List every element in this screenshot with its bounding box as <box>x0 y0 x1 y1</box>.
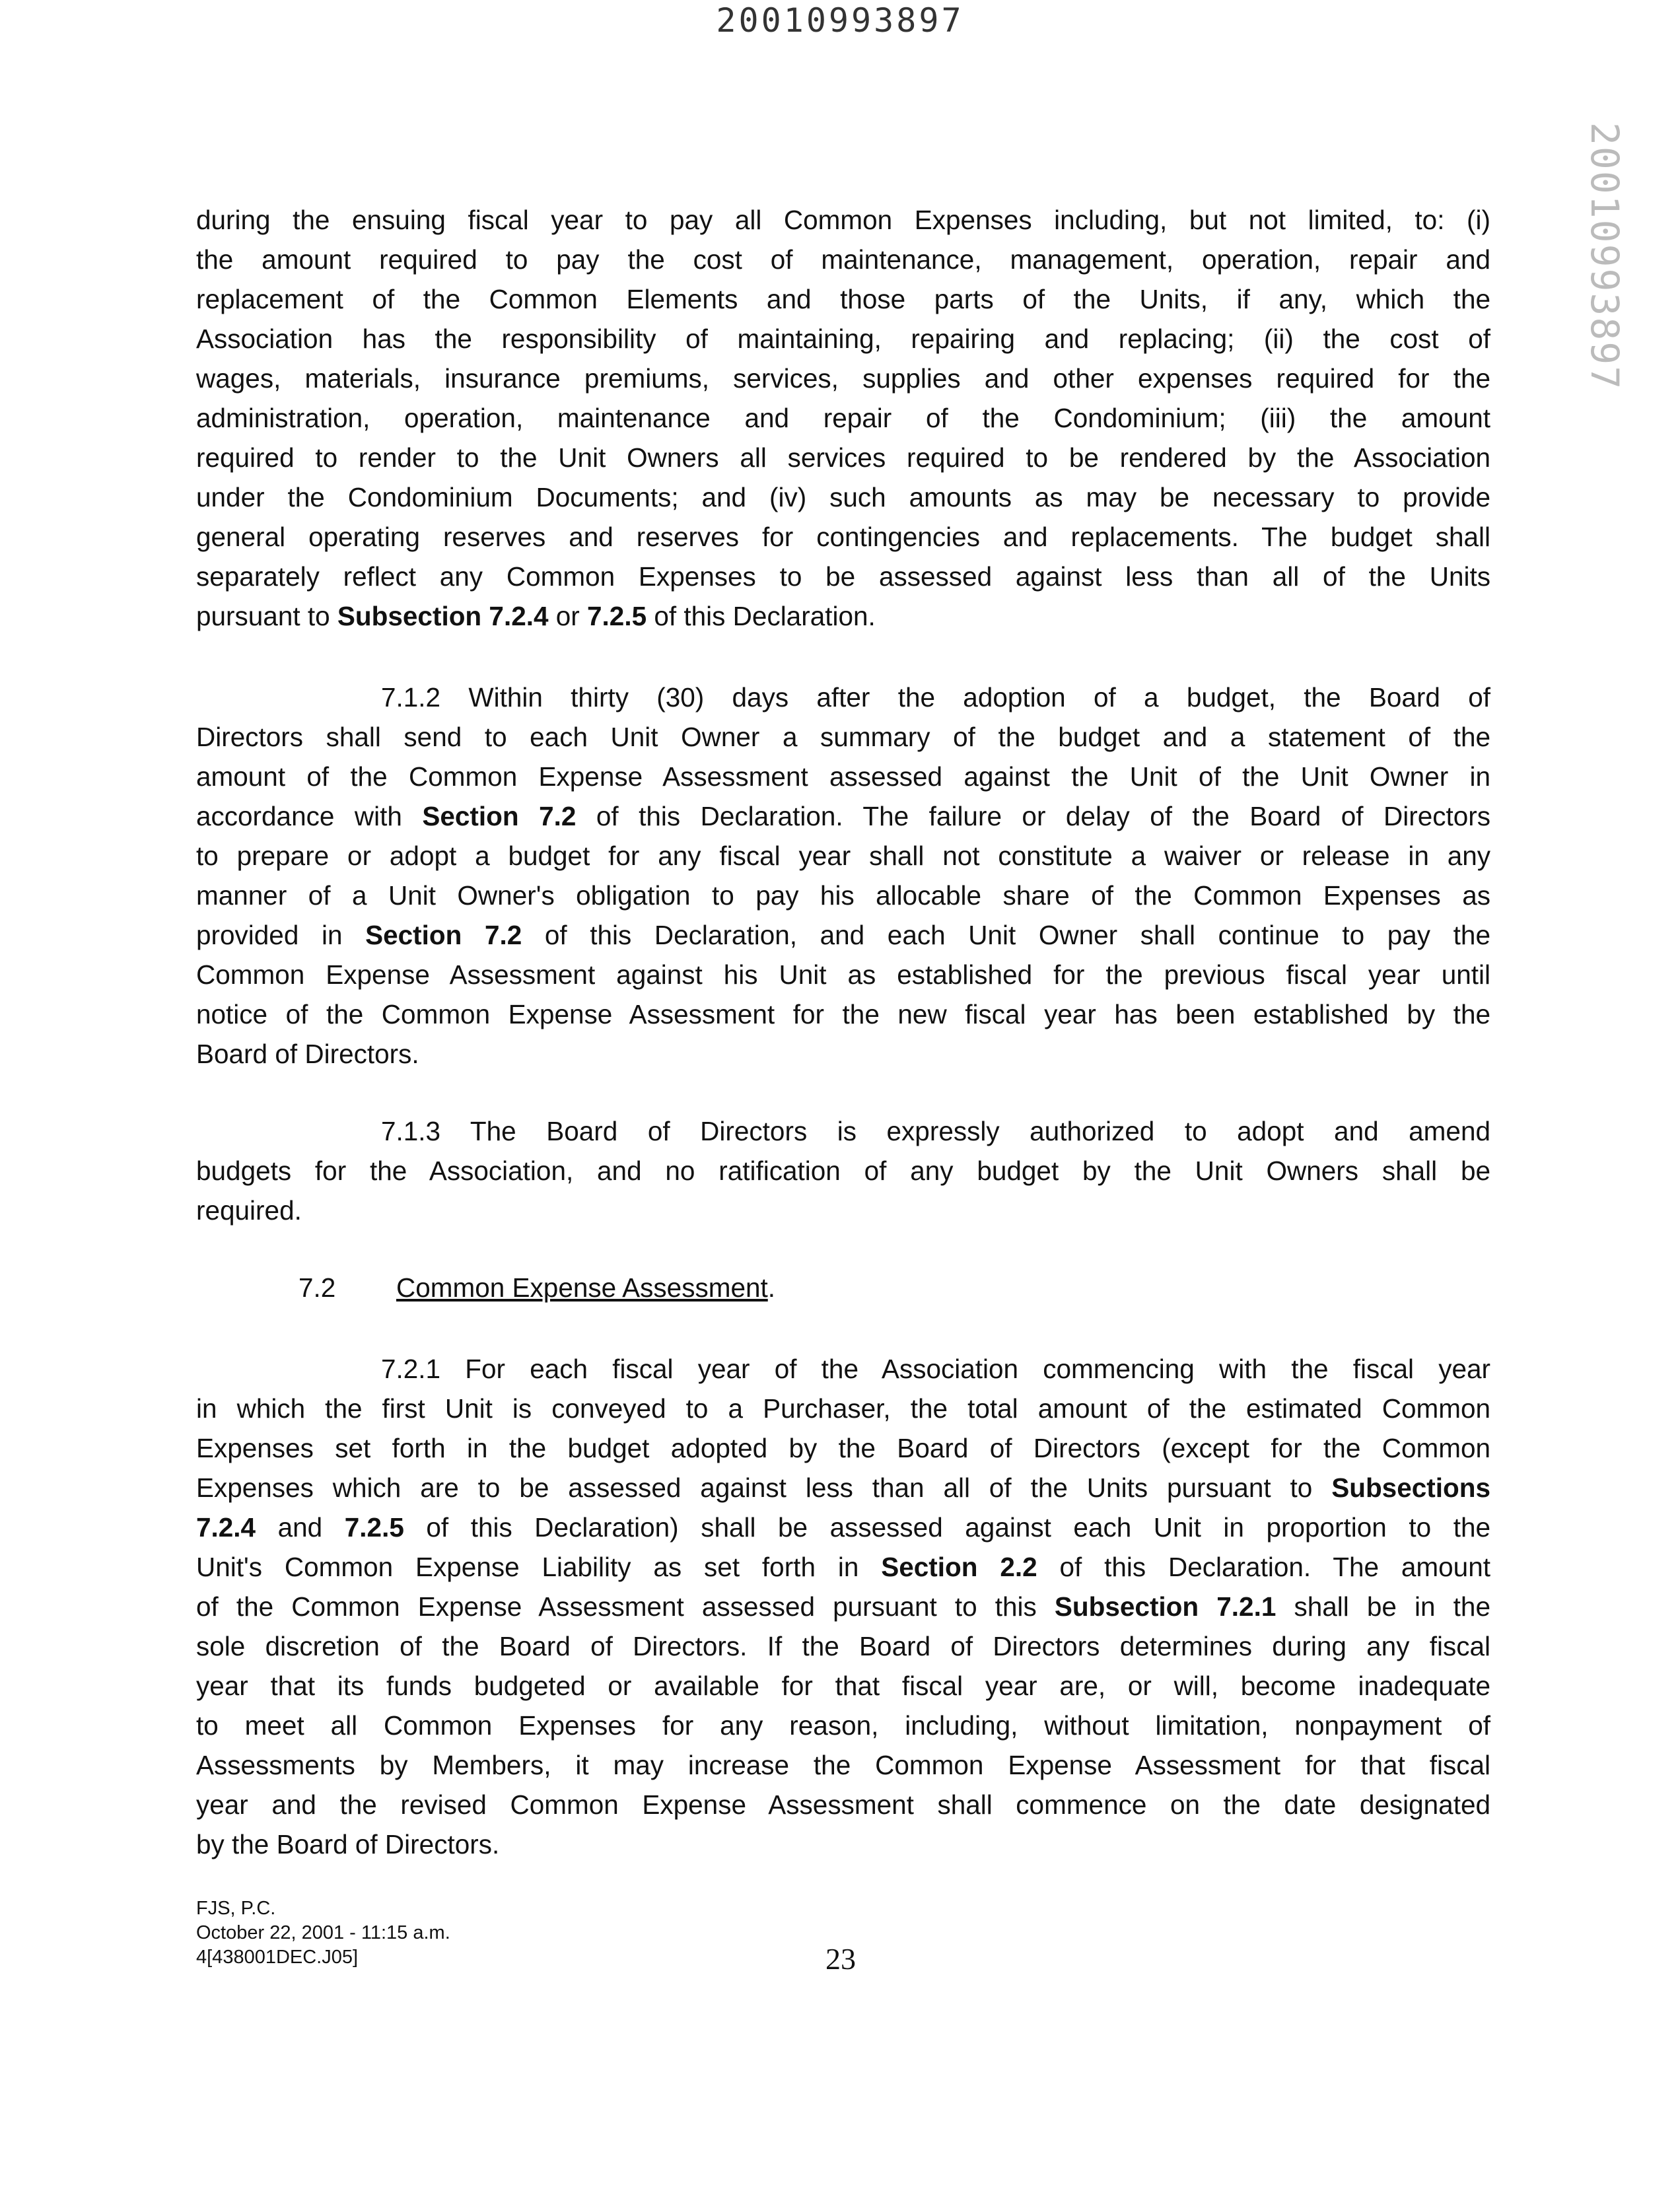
text-segment: during the ensuing fiscal year to pay all Common Expenses including, but not limited, to: (i) <box>196 205 1490 235</box>
bold-reference: Subsection 7.2.4 <box>337 601 549 631</box>
text-segment: Unit's Common Expense Liability as set forth in <box>196 1552 882 1582</box>
text-segment: year and the revised Common Expense Assessment shall commence on the date designated <box>196 1789 1490 1820</box>
text-line <box>196 517 1490 557</box>
text-segment: shall be in the <box>1276 1591 1490 1622</box>
bold-reference: Section 7.2 <box>422 801 577 831</box>
section-title-period: . <box>767 1272 776 1303</box>
text-segment: under the Condominium Documents; and (iv) such amounts as may be necessary to provide <box>196 482 1490 512</box>
text-line <box>196 1745 1490 1785</box>
text-segment: pursuant to <box>196 601 337 631</box>
text-segment: to prepare or adopt a budget for any fiscal year shall not constitute a waiver or release in any <box>196 841 1490 871</box>
bold-reference: Section 2.2 <box>881 1552 1037 1582</box>
text-line <box>196 1389 1490 1428</box>
text-line <box>196 1191 1490 1230</box>
text-line <box>196 955 1490 994</box>
text-segment: the amount required to pay the cost of maintenance, management, operation, repair and <box>196 244 1490 275</box>
text-line <box>196 200 1490 240</box>
text-line <box>196 757 1490 796</box>
text-line <box>196 796 1490 836</box>
footer-info <box>196 1896 450 1970</box>
text-segment: notice of the Common Expense Assessment for the new fiscal year has been established by the <box>196 999 1490 1029</box>
text-line <box>196 1034 1490 1074</box>
text-segment: replacement of the Common Elements and those parts of the Units, if any, which the <box>196 284 1490 314</box>
text-segment: year that its funds budgeted or available for that fiscal year are, or will, become inadequate <box>196 1671 1490 1701</box>
text-segment: 7.2.1 For each fiscal year of the Association commencing with the fiscal year <box>381 1354 1490 1384</box>
footer-date: October 22, 2001 - 11:15 a.m. <box>196 1922 450 1943</box>
paragraph-7-2-1 <box>196 1349 1490 1864</box>
text-line <box>196 1785 1490 1824</box>
text-segment: to meet all Common Expenses for any reason, including, without limitation, nonpayment of <box>196 1710 1490 1741</box>
text-line <box>196 359 1490 398</box>
text-line <box>196 1468 1490 1508</box>
text-segment: of this Declaration. The failure or delay of the Board of Directors <box>576 801 1490 831</box>
text-line <box>196 596 1490 636</box>
text-line <box>196 1587 1490 1626</box>
text-line <box>196 438 1490 477</box>
text-segment: provided in <box>196 920 366 950</box>
text-line <box>196 1151 1490 1191</box>
text-segment: budgets for the Association, and no ratification of any budget by the Unit Owners shall be <box>196 1156 1490 1186</box>
text-segment: Board of Directors. <box>196 1039 419 1069</box>
text-segment: 7.1.3 The Board of Directors is expressly authorized to adopt and amend <box>381 1116 1490 1146</box>
text-line <box>196 915 1490 955</box>
text-line <box>196 717 1490 757</box>
text-segment: wages, materials, insurance premiums, services, supplies and other expenses required for the <box>196 363 1490 394</box>
text-segment: sole discretion of the Board of Directors. If the Board of Directors determines during any fiscal <box>196 1631 1490 1661</box>
text-segment: accordance with <box>196 801 423 831</box>
text-line <box>196 994 1490 1034</box>
paragraph-7-1-2 <box>196 677 1490 1074</box>
text-segment: of this Declaration, and each Unit Owner shall continue to pay the <box>522 920 1490 950</box>
text-segment: 7.1.2 Within thirty (30) days after the adoption of a budget, the Board of <box>381 682 1490 712</box>
text-line <box>196 557 1490 596</box>
paragraph-budget-expenses <box>196 200 1490 636</box>
section-heading-7-2 <box>298 1268 775 1307</box>
text-segment: Common Expense Assessment against his Unit as established for the previous fiscal year until <box>196 959 1490 990</box>
page-number: 23 <box>825 1942 856 1976</box>
bold-reference: 7.2.5 <box>587 601 647 631</box>
text-segment: administration, operation, maintenance and repair of the Condominium; (iii) the amount <box>196 403 1490 433</box>
text-line <box>196 1428 1490 1468</box>
footer-file: 4[438001DEC.J05] <box>196 1947 359 1968</box>
text-segment: by the Board of Directors. <box>196 1829 500 1859</box>
text-line <box>196 677 1490 717</box>
text-line <box>196 398 1490 438</box>
text-segment: Expenses set forth in the budget adopted by the Board of Directors (except for the Common <box>196 1433 1490 1463</box>
text-segment: separately reflect any Common Expenses to be assessed against less than all of the Units <box>196 561 1490 592</box>
text-segment: Association has the responsibility of maintaining, repairing and replacing; (ii) the cost of <box>196 324 1490 354</box>
text-line <box>196 240 1490 279</box>
text-line <box>196 876 1490 915</box>
bold-reference: Subsection 7.2.1 <box>1054 1591 1277 1622</box>
text-segment: and <box>256 1512 345 1543</box>
text-segment: manner of a Unit Owner's obligation to pay his allocable share of the Common Expenses as <box>196 880 1490 911</box>
text-segment: of this Declaration. The amount <box>1037 1552 1490 1582</box>
document-number-header: 20010993897 <box>716 1 964 40</box>
bold-reference: Subsections <box>1331 1473 1490 1503</box>
text-line <box>196 1706 1490 1745</box>
paragraph-7-1-3 <box>196 1111 1490 1230</box>
text-line <box>196 477 1490 517</box>
text-segment: amount of the Common Expense Assessment assessed against the Unit of the Unit Owner in <box>196 761 1490 792</box>
text-segment: or <box>548 601 588 631</box>
text-segment: of the Common Expense Assessment assessed pursuant to this <box>196 1591 1055 1622</box>
text-line <box>196 319 1490 359</box>
section-title: Common Expense Assessment <box>396 1272 768 1303</box>
text-line <box>196 279 1490 319</box>
text-line <box>196 836 1490 876</box>
bold-reference: Section 7.2 <box>365 920 522 950</box>
text-line <box>196 1626 1490 1666</box>
side-stamp: 20010993897 <box>1582 122 1627 391</box>
bold-reference: 7.2.4 <box>196 1512 256 1543</box>
text-segment: general operating reserves and reserves for contingencies and replacements. The budget shall <box>196 522 1490 552</box>
text-line <box>196 1349 1490 1389</box>
text-segment: required. <box>196 1195 302 1226</box>
text-line <box>196 1547 1490 1587</box>
text-segment: required to render to the Unit Owners all services required to be rendered by the Association <box>196 442 1490 473</box>
footer-firm: FJS, P.C. <box>196 1898 276 1919</box>
text-line <box>196 1508 1490 1547</box>
text-segment: of this Declaration. <box>647 601 876 631</box>
text-line <box>196 1824 1490 1864</box>
text-segment: Assessments by Members, it may increase the Common Expense Assessment for that fiscal <box>196 1750 1490 1780</box>
text-segment: Directors shall send to each Unit Owner a summary of the budget and a statement of the <box>196 722 1490 752</box>
text-segment: in which the first Unit is conveyed to a Purchaser, the total amount of the estimated Common <box>196 1393 1490 1424</box>
text-line <box>196 1666 1490 1706</box>
text-segment: Expenses which are to be assessed against less than all of the Units pursuant to <box>196 1473 1332 1503</box>
text-line <box>196 1111 1490 1151</box>
bold-reference: 7.2.5 <box>344 1512 404 1543</box>
text-segment: of this Declaration) shall be assessed against each Unit in proportion to the <box>403 1512 1490 1543</box>
section-number: 7.2 <box>298 1272 336 1303</box>
